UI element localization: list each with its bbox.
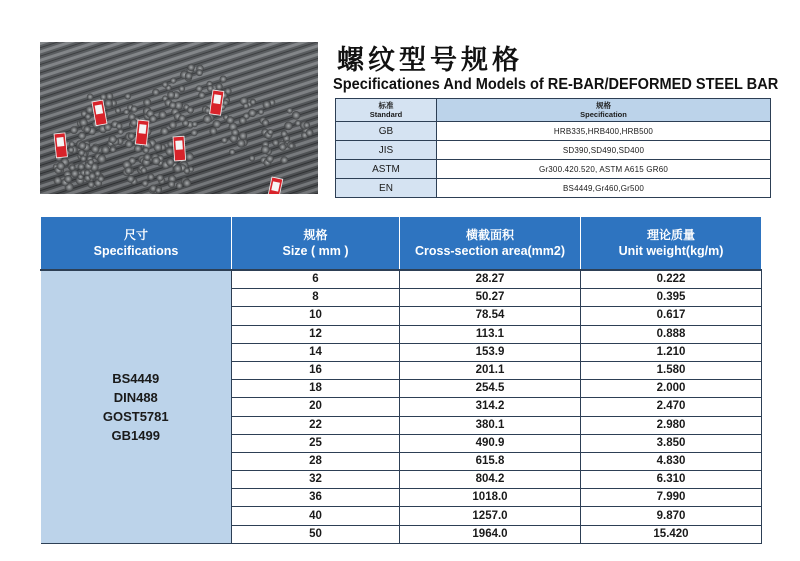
weight-cell: 0.395 <box>581 289 762 307</box>
area-cell: 201.1 <box>400 361 581 379</box>
rebar-end <box>64 175 72 183</box>
page-title-english: Specificationes And Models of RE-BAR/DEFORMED STEEL BAR <box>333 76 779 93</box>
rebar-bundle-illustration <box>40 42 318 194</box>
rebar-end <box>88 181 95 188</box>
size-column-header <box>232 217 400 271</box>
red-label-tag <box>135 120 148 145</box>
area-cell: 254.5 <box>400 380 581 398</box>
rebar-end <box>192 121 198 127</box>
rebar-end <box>187 64 194 71</box>
standards-header-row <box>336 99 771 122</box>
rebar-end <box>160 127 168 135</box>
rebar-bundle-photo <box>40 42 318 194</box>
rebar-end <box>104 99 113 108</box>
applicable-standard: GB1499 <box>111 427 160 443</box>
rebar-end <box>292 111 301 120</box>
rebar-end <box>110 146 116 152</box>
area-cell: 490.9 <box>400 434 581 452</box>
area-cell: 314.2 <box>400 398 581 416</box>
rebar-end <box>258 109 264 115</box>
rebar-end <box>159 111 167 119</box>
rebar-end <box>306 129 314 137</box>
spec-header-cn: 规格 <box>596 101 611 110</box>
rebar-end <box>87 94 94 101</box>
standard-spec: BS4449,Gr460,Gr500 <box>437 179 771 198</box>
rebar-end <box>80 155 86 161</box>
standard-column-header <box>336 99 437 122</box>
rebar-end <box>284 122 293 131</box>
size-cell: 40 <box>232 507 400 525</box>
standards-table <box>335 98 771 198</box>
rebar-end <box>78 149 85 156</box>
rebar-end <box>147 174 154 181</box>
rebar-end <box>166 158 174 166</box>
rebar-end <box>229 149 235 155</box>
weight-cell: 2.000 <box>581 380 762 398</box>
rebar-end <box>143 147 150 154</box>
rebar-end <box>231 129 239 137</box>
weight-cell: 6.310 <box>581 471 762 489</box>
size-header-en: Size ( mm ) <box>282 244 349 258</box>
weight-cell: 1.580 <box>581 361 762 379</box>
rebar-end <box>97 154 106 163</box>
rebar-end <box>57 162 65 170</box>
rebar-end <box>78 163 85 170</box>
standard-name: GB <box>336 122 437 141</box>
rebar-end <box>115 107 121 113</box>
red-label-tag <box>173 136 186 161</box>
rebar-end <box>156 174 163 181</box>
area-cell: 50.27 <box>400 289 581 307</box>
unit-weight-column-header <box>581 217 762 271</box>
rebar-end <box>184 168 190 174</box>
rebar-end <box>144 154 151 161</box>
size-cell: 8 <box>232 289 400 307</box>
rebar-end <box>279 143 287 151</box>
area-cell: 28.27 <box>400 270 581 289</box>
applicable-standard: DIN488 <box>113 389 158 405</box>
size-cell: 16 <box>232 361 400 379</box>
weight-cell: 2.980 <box>581 416 762 434</box>
rebar-end <box>127 175 135 183</box>
rebar-end <box>170 78 176 84</box>
rebar-end <box>167 91 175 99</box>
rebar-end <box>262 119 269 126</box>
area-cell: 380.1 <box>400 416 581 434</box>
weight-cell: 4.830 <box>581 452 762 470</box>
rebar-end <box>263 100 271 108</box>
rebar-end <box>69 141 75 147</box>
rebar-end <box>243 103 249 109</box>
standard-header-cn: 标准 <box>378 101 394 110</box>
rebar-end <box>187 107 194 114</box>
rebar-end <box>261 145 270 154</box>
rebar-end <box>183 179 192 188</box>
rebar-end <box>173 164 182 173</box>
size-cell: 14 <box>232 343 400 361</box>
rebar-end <box>237 139 245 147</box>
rebar-end <box>130 119 138 127</box>
rebar-end <box>84 170 91 177</box>
rebar-end <box>203 115 212 124</box>
rebar-end <box>222 100 228 106</box>
size-cell: 12 <box>232 325 400 343</box>
rebar-end <box>239 132 247 140</box>
rebar-end <box>280 156 288 164</box>
cross-section-column-header <box>400 217 581 271</box>
rebar-end <box>116 123 123 130</box>
area-cell: 804.2 <box>400 471 581 489</box>
area-cell: 1018.0 <box>400 489 581 507</box>
size-cell: 20 <box>232 398 400 416</box>
weight-cell: 0.222 <box>581 270 762 289</box>
rebar-end <box>267 129 273 135</box>
rebar-end <box>287 108 293 114</box>
rebar-end <box>83 126 91 134</box>
rebar-end <box>178 115 186 123</box>
standard-spec: Gr300.420.520, ASTM A615 GR60 <box>437 160 771 179</box>
rebar-end <box>98 176 105 183</box>
standards-row <box>336 141 771 160</box>
rebar-end <box>106 93 114 101</box>
table-row <box>41 270 762 289</box>
rebar-end <box>128 132 135 139</box>
area-cell: 615.8 <box>400 452 581 470</box>
rebar-end <box>134 145 142 153</box>
rebar-end <box>125 93 131 99</box>
specification-column-header <box>437 99 771 122</box>
area-cell: 153.9 <box>400 343 581 361</box>
size-header-cn: 规格 <box>303 228 328 242</box>
size-cell: 28 <box>232 452 400 470</box>
size-cell: 32 <box>232 471 400 489</box>
cross-section-header-cn: 横截面积 <box>465 228 514 242</box>
rebar-end <box>281 130 288 137</box>
rebar-end <box>216 83 223 90</box>
rebar-end <box>125 140 133 148</box>
rebar-end <box>179 86 186 93</box>
rebar-end <box>213 120 222 129</box>
rebar-end <box>220 76 227 83</box>
rebar-end <box>141 167 148 174</box>
standards-row <box>336 160 771 179</box>
applicable-standard: BS4449 <box>112 370 160 386</box>
size-cell: 25 <box>232 434 400 452</box>
rebar-end <box>152 157 161 166</box>
size-cell: 10 <box>232 307 400 325</box>
rebar-end <box>191 129 198 136</box>
rebar-end <box>149 115 157 123</box>
weight-cell: 9.870 <box>581 507 762 525</box>
weight-cell: 0.888 <box>581 325 762 343</box>
standard-spec: SD390,SD490,SD400 <box>437 141 771 160</box>
rebar-end <box>196 85 203 92</box>
unit-weight-header-en: Unit weight(kg/m) <box>618 244 724 258</box>
weight-cell: 0.617 <box>581 307 762 325</box>
rebar-end <box>249 155 255 161</box>
rebar-end <box>85 113 91 119</box>
rebar-end <box>169 102 176 109</box>
size-cell: 18 <box>232 380 400 398</box>
standard-header-en: Standard <box>369 110 403 119</box>
area-cell: 78.54 <box>400 307 581 325</box>
weight-cell: 1.210 <box>581 343 762 361</box>
rebar-end <box>176 182 183 189</box>
rebar-end <box>162 82 168 88</box>
red-label-tag <box>54 133 67 158</box>
weight-cell: 7.990 <box>581 489 762 507</box>
rebar-end <box>68 147 74 153</box>
rebar-end <box>78 132 86 140</box>
rebar-size-table <box>40 216 762 544</box>
rebar-end <box>143 98 151 106</box>
rebar-end <box>168 181 175 188</box>
applicable-standards-cell <box>41 270 232 543</box>
size-cell: 6 <box>232 270 400 289</box>
standard-spec: HRB335,HRB400,HRB500 <box>437 122 771 141</box>
rebar-end <box>69 165 75 171</box>
rebar-end <box>101 146 110 155</box>
rebar-end <box>165 147 173 155</box>
rebar-end <box>118 129 124 135</box>
standard-name: ASTM <box>336 160 437 179</box>
standard-name: JIS <box>336 141 437 160</box>
specifications-header-en: Specifications <box>93 244 179 258</box>
standards-row <box>336 122 771 141</box>
rebar-end <box>250 99 256 105</box>
applicable-standard: GOST5781 <box>102 408 169 424</box>
rebar-end <box>54 177 62 185</box>
standards-row <box>336 179 771 198</box>
rebar-end <box>125 167 133 175</box>
rebar-end <box>100 94 107 101</box>
specifications-column-header <box>41 217 232 271</box>
rebar-end <box>185 72 193 80</box>
rebar-end <box>70 126 78 134</box>
weight-cell: 2.470 <box>581 398 762 416</box>
rebar-end <box>78 142 86 150</box>
rebar-end <box>288 143 294 149</box>
specifications-header-cn: 尺寸 <box>123 228 148 242</box>
rebar-end <box>123 109 129 115</box>
rebar-end <box>91 145 99 153</box>
rebar-end <box>185 153 194 162</box>
rebar-end <box>198 92 205 99</box>
rebar-end <box>303 122 310 129</box>
rebar-end <box>226 116 234 124</box>
standard-name: EN <box>336 179 437 198</box>
size-cell: 50 <box>232 525 400 543</box>
rebar-end <box>152 89 159 96</box>
rebar-end <box>221 137 227 143</box>
rebar-end <box>239 117 247 125</box>
page-title-chinese: 螺纹型号规格 <box>337 45 523 76</box>
area-cell: 113.1 <box>400 325 581 343</box>
size-table-header-row <box>41 217 762 271</box>
area-cell: 1257.0 <box>400 507 581 525</box>
spec-header-en: Specification <box>580 110 627 119</box>
rebar-end <box>155 187 161 193</box>
unit-weight-header-cn: 理论质量 <box>646 228 695 242</box>
size-cell: 22 <box>232 416 400 434</box>
weight-cell: 15.420 <box>581 525 762 543</box>
rebar-end <box>209 127 217 135</box>
size-cell: 36 <box>232 489 400 507</box>
rebar-end <box>154 143 163 152</box>
area-cell: 1964.0 <box>400 525 581 543</box>
cross-section-header-en: Cross-section area(mm2) <box>414 244 566 258</box>
rebar-end <box>169 121 177 129</box>
weight-cell: 3.850 <box>581 434 762 452</box>
rebar-end <box>248 109 256 117</box>
rebar-end <box>196 69 203 76</box>
rebar-end <box>142 180 149 187</box>
rebar-end <box>266 155 274 163</box>
rebar-end <box>109 135 117 143</box>
rebar-end <box>131 106 138 113</box>
rebar-end <box>88 159 95 166</box>
